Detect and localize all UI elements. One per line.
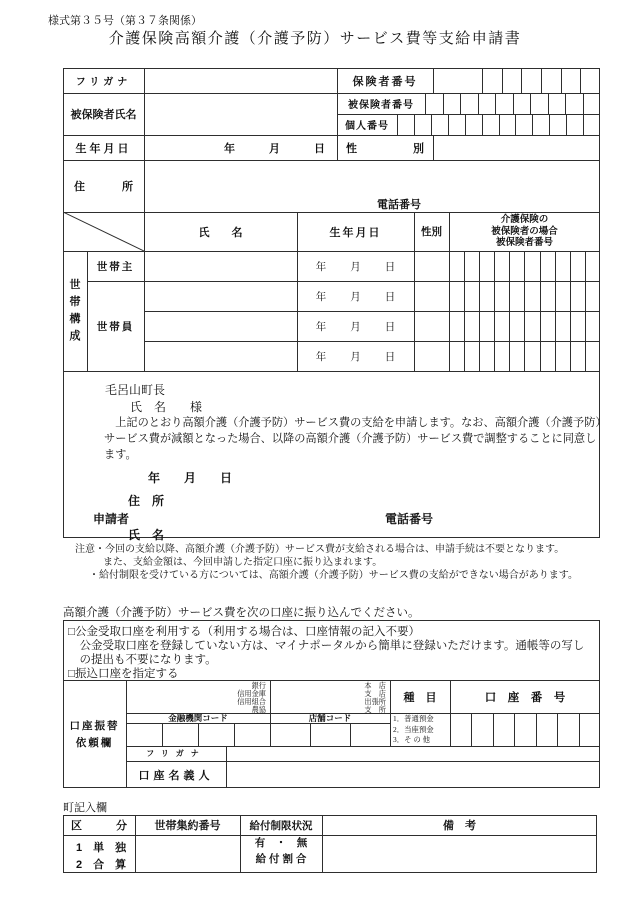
household-insured-number-header bbox=[449, 212, 600, 251]
address-input-cell[interactable] bbox=[145, 161, 599, 211]
account-furigana-input-cell[interactable] bbox=[227, 747, 599, 760]
bank-type-options bbox=[228, 681, 266, 714]
bank-type-shinkin: 信用金庫 bbox=[237, 690, 266, 699]
household-birth-header: 生年月日 bbox=[329, 226, 382, 239]
year-placeholder: 年 bbox=[315, 261, 327, 273]
account-holder-label: 口座名義人 bbox=[138, 769, 214, 782]
sex-input-cell[interactable] bbox=[434, 136, 599, 159]
public-account-note-line1: 公金受取口座を登録していない方は、マイナポータルから簡単に登録いただけます。通帳等の写し bbox=[68, 640, 585, 652]
restriction-yes-no: 有 ・ 無 bbox=[254, 837, 308, 850]
note-line3: ・給付制限を受けている方については、高額介護（介護予防）サービス費の支給ができない場合があります。 bbox=[89, 570, 578, 581]
household-row1-date-cell[interactable] bbox=[297, 251, 414, 281]
month-placeholder: 月 bbox=[350, 351, 361, 363]
day-placeholder: 日 bbox=[384, 351, 396, 363]
bank-name-input-cell[interactable] bbox=[127, 682, 227, 712]
day-placeholder: 日 bbox=[384, 291, 396, 303]
household-row4-name-cell[interactable] bbox=[145, 342, 296, 370]
applicant-address-label: 住 所 bbox=[128, 494, 165, 508]
month-placeholder: 月 bbox=[350, 321, 361, 333]
address-label-right: 所 bbox=[122, 181, 133, 193]
furigana-input-cell[interactable] bbox=[145, 69, 336, 93]
applicant-label: 申請者 bbox=[93, 512, 130, 526]
sex-label-left: 性 bbox=[346, 142, 357, 155]
declaration-line3: ます。 bbox=[104, 449, 137, 461]
household-insured-number-header-line1: 介護保険の bbox=[500, 213, 549, 225]
division-options[interactable] bbox=[76, 840, 126, 874]
benefit-restriction-header: 給付制限状況 bbox=[249, 819, 313, 832]
insured-number-grid[interactable] bbox=[425, 93, 600, 114]
branch-type-shucchojo: 出張所 bbox=[364, 698, 386, 707]
day-placeholder: 日 bbox=[314, 142, 325, 155]
household-row4-number-grid[interactable] bbox=[450, 341, 600, 371]
household-row2-number-grid[interactable] bbox=[450, 281, 600, 311]
account-type-other: 3．そ の 他 bbox=[393, 735, 430, 745]
household-name-header: 氏 名 bbox=[198, 226, 243, 239]
household-insured-number-header-line2: 被保険者の場合 bbox=[491, 225, 558, 237]
household-row4-date-cell[interactable] bbox=[297, 341, 414, 371]
household-row3-date-cell[interactable] bbox=[297, 311, 414, 341]
account-number-grid[interactable] bbox=[451, 713, 600, 746]
personal-number-grid[interactable] bbox=[397, 114, 600, 135]
benefit-restriction-cell[interactable] bbox=[240, 836, 322, 868]
household-row1-number-grid[interactable] bbox=[450, 251, 600, 281]
division-option-single: 1 単 独 bbox=[76, 842, 127, 854]
household-head-label: 世帯主 bbox=[96, 260, 135, 273]
branch-type-shisho: 支 所 bbox=[364, 706, 386, 715]
town-section-title: 町記入欄 bbox=[63, 802, 107, 814]
account-type-ordinary: 1．普通預金 bbox=[393, 714, 434, 723]
household-row2-date-cell[interactable] bbox=[297, 281, 414, 311]
year-placeholder: 年 bbox=[315, 321, 327, 333]
bank-request-label-line2: 依頼欄 bbox=[75, 736, 114, 749]
bank-type-nokyo: 農協 bbox=[251, 706, 266, 715]
branch-code-grid[interactable] bbox=[271, 723, 390, 746]
division-option-combined: 2 合 算 bbox=[76, 859, 127, 872]
insured-name-label: 被保険者氏名 bbox=[70, 109, 137, 121]
household-insured-number-header-line3: 被保険者番号 bbox=[495, 237, 553, 249]
branch-type-shiten: 支 店 bbox=[364, 690, 386, 699]
year-placeholder: 年 bbox=[224, 142, 235, 155]
public-account-checkbox-option[interactable]: □公金受取口座を利用する（利用する場合は、口座情報の記入不要） bbox=[68, 626, 420, 638]
household-row2-name-cell[interactable] bbox=[145, 282, 296, 310]
household-consolidation-number-header: 世帯集約番号 bbox=[154, 820, 221, 832]
addressee-name-line: 氏 名 様 bbox=[130, 400, 203, 414]
furigana-label: フリガナ bbox=[75, 77, 132, 88]
year-placeholder: 年 bbox=[315, 351, 327, 363]
year-placeholder: 年 bbox=[315, 291, 327, 303]
divider bbox=[63, 371, 600, 372]
divider bbox=[433, 68, 434, 93]
month-placeholder: 月 bbox=[269, 142, 280, 155]
address-label bbox=[63, 160, 144, 212]
declaration-line1: 上記のとおり高額介護（介護予防）サービス費の支給を申請します。なお、高額介護（介護予防） bbox=[104, 417, 607, 429]
branch-code-label: 店舗コード bbox=[308, 713, 352, 723]
bank-code-label: 金融機関コード bbox=[168, 713, 228, 723]
month-placeholder: 月 bbox=[350, 261, 361, 273]
account-furigana-label: フリガナ bbox=[146, 749, 206, 758]
household-member-label: 世帯員 bbox=[96, 320, 135, 333]
account-holder-input-cell[interactable] bbox=[227, 762, 599, 787]
household-group-label bbox=[63, 251, 87, 371]
applicant-phone-label: 電話番号 bbox=[385, 512, 434, 526]
mayor-addressee: 毛呂山町長 bbox=[105, 383, 166, 397]
remarks-header: 備 考 bbox=[443, 820, 476, 832]
insurer-number-label: 保険者番号 bbox=[352, 75, 418, 88]
address-label-left: 住 bbox=[74, 181, 85, 193]
household-row3-number-grid[interactable] bbox=[450, 311, 600, 341]
remarks-cell[interactable] bbox=[323, 836, 596, 872]
household-group-vertical-text: 世帯構成 bbox=[69, 278, 81, 343]
bank-type-kumiai: 信用組合 bbox=[237, 698, 266, 707]
application-date-placeholder: 年 月 日 bbox=[148, 471, 233, 485]
bank-intro: 高額介護（介護予防）サービス費を次の口座に振り込んでください。 bbox=[63, 607, 420, 619]
declaration-line2: サービス費が減額となった場合、以降の高額介護（介護予防）サービス費で調整することに同意し bbox=[104, 433, 597, 445]
account-type-choices[interactable] bbox=[393, 714, 434, 746]
birthdate-input-cell[interactable] bbox=[144, 135, 337, 160]
applicant-name-label: 氏 名 bbox=[128, 528, 165, 542]
division-column-header bbox=[63, 815, 135, 835]
insured-number-label: 被保険者番号 bbox=[348, 100, 414, 111]
account-number-header: 口 座 番 号 bbox=[484, 692, 566, 704]
household-row3-name-cell[interactable] bbox=[145, 312, 296, 340]
note-line1: 注意・今回の支給以降、高額介護（介護予防）サービス費が支給される場合は、申請手続は不要となります。 bbox=[75, 544, 565, 555]
day-placeholder: 日 bbox=[384, 261, 396, 273]
diagonal-cell bbox=[63, 212, 144, 251]
birthdate-label: 生年月日 bbox=[75, 142, 132, 155]
household-consolidation-number-cell[interactable] bbox=[136, 836, 239, 872]
restriction-benefit-ratio: 給 付 割 合 bbox=[255, 853, 307, 865]
insurer-number-grid[interactable] bbox=[482, 68, 600, 93]
branch-type-honten: 本 店 bbox=[364, 682, 386, 690]
household-sex-header: 性別 bbox=[421, 226, 442, 238]
personal-number-label: 個人番号 bbox=[345, 121, 389, 132]
sex-label-right: 別 bbox=[413, 142, 424, 155]
sex-label bbox=[337, 135, 433, 160]
form-title: 介護保険高額介護（介護予防）サービス費等支給申請書 bbox=[108, 31, 522, 47]
form-style-number: 様式第３５号（第３７条関係） bbox=[48, 15, 202, 27]
account-type-current: 2．当座預金 bbox=[393, 724, 434, 734]
household-row1-name-cell[interactable] bbox=[145, 252, 296, 280]
bank-type-bank: 銀行 bbox=[251, 682, 266, 690]
branch-name-input-cell[interactable] bbox=[271, 682, 356, 712]
transfer-account-checkbox-option[interactable]: □振込口座を指定する bbox=[68, 668, 179, 680]
branch-type-options bbox=[356, 681, 386, 714]
month-placeholder: 月 bbox=[350, 291, 361, 303]
insured-name-input-cell[interactable] bbox=[145, 94, 336, 134]
account-type-header: 種 目 bbox=[403, 692, 437, 704]
public-account-note-line2: の提出も不要になります。 bbox=[68, 654, 217, 666]
bank-code-grid[interactable] bbox=[127, 723, 270, 746]
day-placeholder: 日 bbox=[384, 321, 396, 333]
bank-request-section-label bbox=[63, 681, 126, 788]
phone-label: 電話番号 bbox=[377, 199, 421, 211]
division-header-right: 分 bbox=[116, 820, 127, 832]
note-line2: また、支給金額は、今回申請した指定口座に振り込まれます。 bbox=[103, 557, 383, 568]
division-header-left: 区 bbox=[71, 820, 82, 832]
bank-request-label-line1: 口座振替 bbox=[69, 719, 120, 732]
